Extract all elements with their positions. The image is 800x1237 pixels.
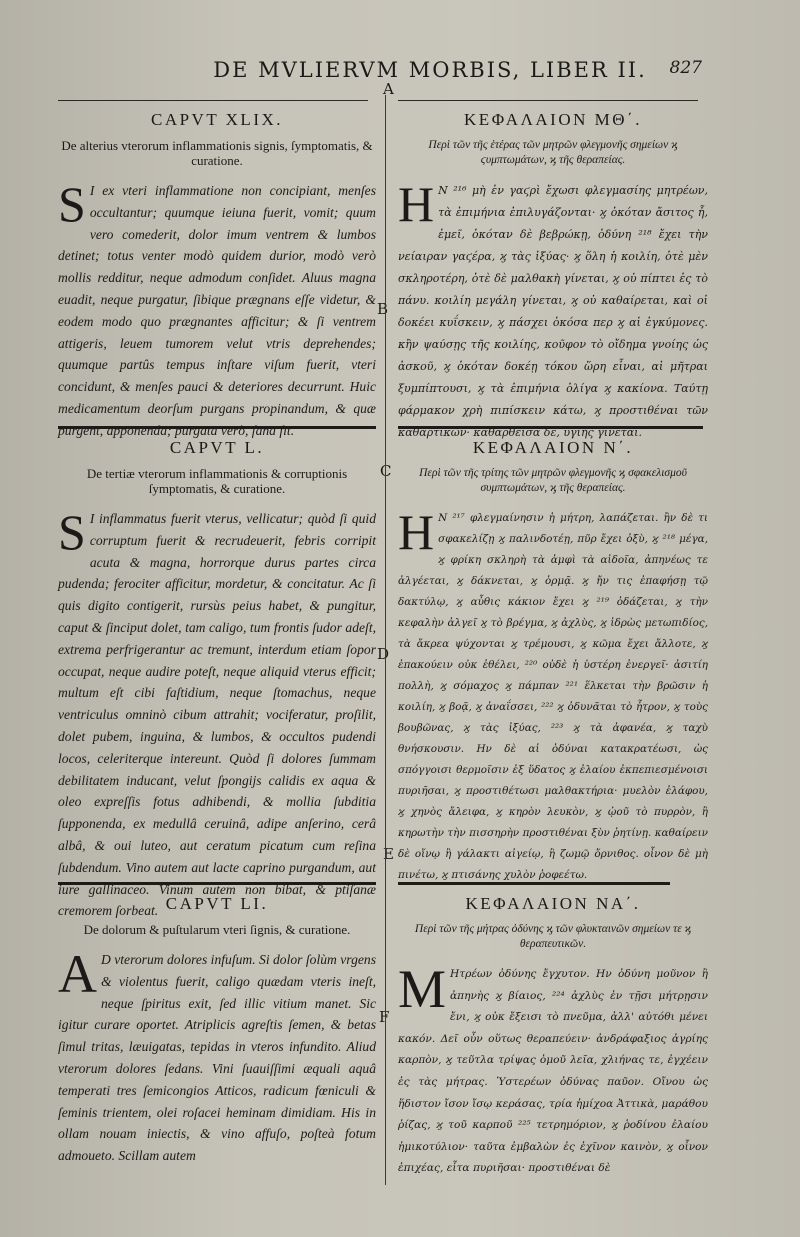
margin-letter-c: C [380, 462, 392, 480]
header-rule-right [398, 100, 698, 101]
greek-chapter-50 [398, 438, 708, 886]
chapter-body: Ν ²¹⁶ μὴ ἐν γαϛρὶ ἔχωσι φλεγμασίης μητρέων, τὰ ἐπιμήνια ἐπιλυγάζονται· ϗ ὁκόταν ἄσιτος ἦ, ἐμεῖ, ὁκόταν δὲ βεβρώκῃ, ὀδύνη ²¹⁸ ἔχει τὴν νείαιραν γαϛέρα, ϗ τὰς ἰξύας· ϗ ὅλη ἡ κοιλίη, ὁτὲ μὲν σκληροτέρη, ὁτὲ δὲ μαλθακὴ γίνεται, ϗ οὐ πίπτει ἐς τὸ πάνυ. κοιλίη μεγάλη γίνεται, ϗ οὐ καθαίρεται, καὶ οἱ δοκέει κυΐσκειν, ϗ πάσχει ὁκόσα περ ϗ αἱ ἐγκύμονες. κἢν ψαύσῃς τῆς κοιλίης, κοῦφον τὸ οἴδημα γνοίης ὡς ἀσκοῦ, ϗ ὁκόταν δοκέῃ τόκου ὥρη εἶναι, αἱ μῆτραι ξυμπίπτουσι, ϗ τὰ ἐπιμήνια ὀλίγα ϗ κακίονα. Ταύτῃ φάρμακον χρὴ πιπίσκειν κάτω, ϗ προστιθέναι τῶν καθαρτικῶν· καθαρθεῖσα δὲ, ὑγιὴς γίνεται. [398, 184, 708, 439]
column-divider [385, 95, 386, 1185]
chapter-summary: Περὶ τῶν τῆς μήτρας ὀδύνης ϗ τῶν φλυκταινῶν σημείων τε ϗ θεραπευτικῶν. [414, 923, 692, 950]
header-rule-left [58, 100, 368, 101]
chapter-heading: CAPVT XLIX. [150, 110, 284, 129]
chapter-heading: CAPVT L. [169, 438, 265, 457]
chapter-summary: De alterius vterorum inflammationis signis, ſymptomatis, & curatione. [61, 138, 373, 168]
drop-cap: S [58, 176, 86, 232]
margin-letter-b: B [377, 300, 389, 318]
chapter-body: Ν ²¹⁷ φλεγμαίνησιν ἡ μήτρη, λαπάζεται. ἢν δὲ τι σφακελίζῃ ϗ παλινδοτέῃ, πῦρ ἔχει ὀξὺ, ϗ ²¹⁸ μέγα, ϗ φρίκη σκληρὴ τὰ ἀμφὶ τὰ αἰδοῖα, ἀπηνέως τε ἀλγέεται, ϗ δάκνεται, ϗ ὁρμᾷ. ϗ ἤν τις ἐπαφήσῃ τῷ δακτύλῳ, ϗ αὖθις κάκιον ἔχει ϗ ²¹⁹ ὀδάζεται, ϗ τὴν κεφαλὴν ἀλγεῖ ϗ τὸ βρέγμα, ϗ ἀχλὺς, ϗ ἱδρὼς μετωπιδίος, τὰ ἄκρεα ψύχονται ϗ τρέμουσι, ϗ κῶμα ἔχει ἄλλοτε, ϗ ἐπακούειν οὐκ ἐθέλει, ²²⁰ οὐδὲ ἡ ὑστέρη ἐνεργεῖ· ἀσιτίη πολλὴ, ϗ σόμαχος ϗ πάμπαν ²²¹ ἕλκεται τὴν βρῶσιν ἡ κοιλίη, ϗ βοᾷ, ϗ ἀναΐσσει, ²²² ϗ ὀδυνᾶται τὸ ἦτρον, ϗ τοὺς βουβῶνας, ϗ τὰς ἰξύας, ²²³ ϗ τὰ ἀφανέα, ϗ ταχὺ θνήσκουσιν. Ην δὲ αἱ ὀδύναι κατακρατέωσι, ὡς σπόγγοισι θερμοῖσιν ἐξ ὕδατος ϗ ἐλαίου ἐκπεπιεσμένοισι πυριῆσαι, ϗ προστιθέτωσι μαλθακτήρια· μυελὸν ἐλάφου, ϗ χηνὸς ἄλειφα, ϗ κηρὸν λευκὸν, ϗ ᾠοῦ τὸ πυρρὸν, ἢ κηρωτὴν τὴν πισσηρὴν προστιθέναι ξὺν ῥητίνῃ. καθαίρειν δὲ οἴνῳ ἢ γάλακτι αἰγείῳ, ἢ ζωμῷ ὄρνιθος. οἶνον δὲ μὴ πινέτω, ϗ πτισάνης χυλὸν ῥοφεέτω. [398, 512, 708, 881]
chapter-heading: CAPVT LI. [165, 894, 269, 913]
drop-cap: A [58, 944, 97, 1004]
page-number: 827 [669, 58, 702, 78]
chapter-text [58, 176, 376, 442]
chapter-heading: ΚΕΦΑΛΑΙΟΝ ΜΘ΄. [464, 110, 642, 129]
chapter-text [58, 504, 376, 922]
drop-cap: S [58, 504, 86, 560]
chapter-body: I inflammatus fuerit vterus, vellicatur; quòd ſi quid corruptum fuerit & recrudeuerit, febris corripit acuta & magna, horrorque durus partes circa pudenda; ferociter afficitur, mordetur, & concitatur. Ac ſi quis digito contigerit, rursùs peius habet, & pungitur, caput & ſinciput dolet, tam caligo, tum frontis ſudor adeſt, extrema perfrigerantur ac tremunt, interdum etiam ſopor occupat, neque audire poteſt, neque aliquid vterus efficit; multum eſt cibi faſtidium, neque ſtomachus, neque ventriculus omninò cibum attrahit; vociferatur, proſilit, dolet pubem, inguina, & lumbos, & occultos pudendi locos, celeriterque intereunt. Quòd ſi dolores ſummam debilitatem inducant, velut ſpongijs calidis ex aqua & oleo expreſſis fotus adhibendi, & mollia ſubditia ſupponenda, ex medullâ ceruinâ, adipe anſerino, cerâ albâ, & oui luteo, aut ceratum picatum cum reſina ſubdendum. Vino autem aut lacte caprino purgandum, aut iure gallinaceo. Vinum autem non bibat, & ptiſanæ cremorem ſorbeat. [58, 511, 376, 919]
chapter-text [58, 944, 376, 1167]
latin-chapter-51 [58, 894, 376, 1167]
greek-chapter-49 [398, 110, 708, 444]
margin-letter-a: A [383, 80, 394, 98]
chapter-text [398, 176, 708, 444]
margin-letter-e: E [383, 845, 394, 863]
margin-letter-f: F [379, 1008, 390, 1026]
chapter-summary: Περὶ τῶν τῆς τρίτης τῶν μητρῶν φλεγμονῆς ϗ σφακελισμοῦ συμπτωμάτων, ϗ τῆς θεραπείας. [419, 467, 687, 494]
latin-chapter-50 [58, 438, 376, 922]
chapter-body: I ex vteri inflammatione non concipiant, menſes occultantur; quumque ieiuna fuerit, vomit; quum vero comederit, dolor imum ventrem & lumbos detinet; totus venter modò quidem durior, modò verò mollis redditur, neque admodum conſidet. Aluus magna euadit, neque purgatur, ſibique prægnans eſſe videtur, & eodem modo quo prægnantes afficitur; & ſi ventrem attigeris, leuem tumorem velut vtris deprehendes; quumque partûs tempus inſtare viſum fuerit, vteri concidunt, & menſes pauci & deteriores decurrunt. Huic medicamentum deorſum purgans propinandum, & quæ purgent, apponenda; purgata verò, ſana fit. [58, 183, 376, 438]
latin-chapter-49 [58, 110, 376, 442]
drop-cap: Η [398, 176, 435, 232]
chapter-text [398, 504, 708, 886]
chapter-text [398, 959, 708, 1180]
margin-letter-d: D [377, 645, 390, 663]
chapter-heading: ΚΕΦΑΛΑΙΟΝ Ν΄. [472, 438, 634, 457]
chapter-summary: De tertiæ vterorum inflammationis & corruptionis ſymptomatis, & curatione. [86, 466, 348, 496]
chapter-body: Ητρέων ὀδύνης ἔγχυτον. Ην ὀδύνη μοῦνον ἢ ἀπηνὴς ϗ βίαιος, ²²⁴ ἀχλὺς ἐν τῇσι μήτρῃσιν ἔνι, ϗ οὐκ ἔξεισι τὸ πνεῦμα, ἀλλ' αὐτόθι μένει κακόν. Δεῖ οὖν οὕτως θεραπεύειν· ἀνδράφαξιος ἀγρίης καρπὸν, ϗ τεῦτλα τρίψας ὁμοῦ λεῖα, χλιήνας τε, ἐγχέειν ἐς τὰς μήτρας. Ὑστερέων ὀδύνας παῦον. Οἴνου ὡς ἥδιστον ἴσον ἴσῳ κεράσας, τρία ἡμίχοα Ἀττικὰ, μαράθου ῥίζας, ϗ τοῦ καρποῦ ²²⁵ τετρημόριον, ϗ ῥοδίνου ἐλαίου ἡμικοτύλιον· ταῦτα ἐμβαλὼν ἐς ἐχῖνον καινὸν, ϗ οἶνον ἐπιχέας, εἶτα πυριῆσαι· προστιθέναι δὲ [398, 968, 708, 1175]
chapter-heading: ΚΕΦΑΛΑΙΟΝ ΝΑ΄. [465, 894, 641, 913]
drop-cap: Η [398, 504, 435, 560]
drop-cap: Μ [398, 959, 447, 1019]
chapter-summary: Περὶ τῶν τῆς ἑτέρας τῶν μητρῶν φλεγμονῆς σημείων ϗ ϛυμπτωμάτων, ϗ τῆς θεραπείας. [428, 139, 678, 166]
running-title: DE MVLIERVM MORBIS, LIBER II. [213, 58, 647, 82]
chapter-body: D vterorum dolores infuſum. Si dolor ſolùm vrgens & violentus fuerit, caligo quædam vteris ineſt, neque ſpiritus exit, ſed illic vitium manet. Sic igitur curare oportet. Atriplicis agreſtis ſemen, & betas ſimul tritas, læuigatas, tepidas in vteros infundito. Aliud vterorum dolores ſedans. Vini ſuauiſſimi æquali aquâ temperati tres ſemicongios Atticos, radicum fœniculi & ſeminis trientem, olei roſacei heminam dimidiam. His in ollam nouam iniectis, & vino affuſo, poſteà fotum admoueto. Scillam autem [58, 952, 376, 1164]
greek-chapter-51 [398, 894, 708, 1180]
chapter-summary: De dolorum & puſtularum vteri ſignis, & curatione. [83, 922, 351, 937]
